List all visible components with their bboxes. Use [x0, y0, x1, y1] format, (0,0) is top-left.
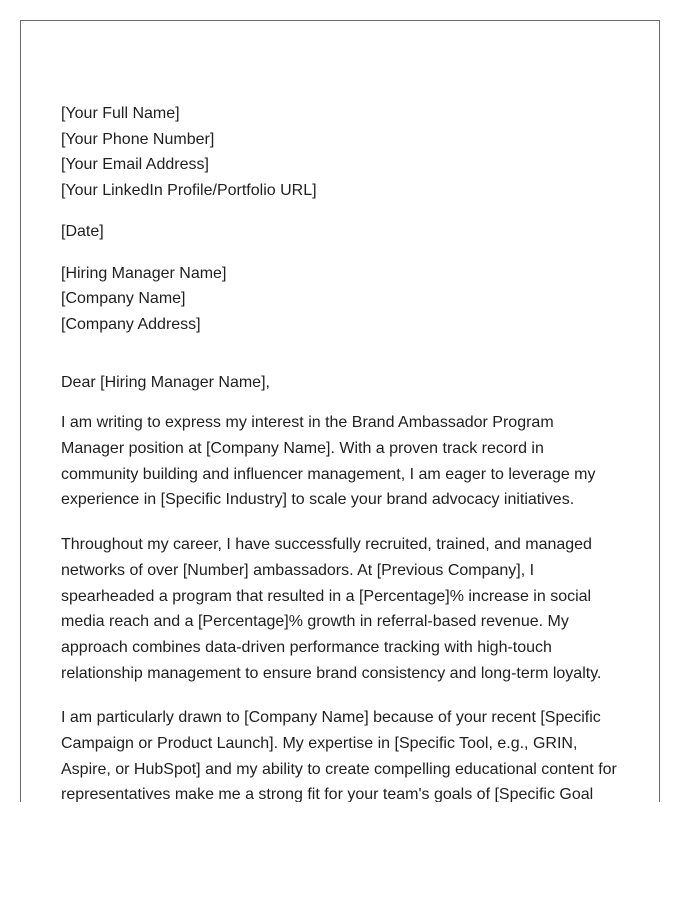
recipient-address: [Company Address] [61, 315, 201, 333]
sender-phone: [Your Phone Number] [61, 130, 215, 148]
paragraph-line: Campaign or Product Launch]. My expertise in [Specific Tool, e.g., GRIN, [61, 735, 578, 753]
paragraph-line: networks of over [Number] ambassadors. At [Previous Company], I [61, 561, 535, 579]
paragraph-3 [61, 705, 623, 802]
salutation-text: Dear [Hiring Manager Name], [61, 373, 270, 391]
paragraph-line: experience in [Specific Industry] to scale your brand advocacy initiatives. [61, 491, 575, 509]
letter-date: [Date] [61, 222, 104, 240]
date-block [61, 219, 623, 245]
paragraph-2 [61, 532, 623, 686]
recipient-manager: [Hiring Manager Name] [61, 264, 227, 282]
paragraph-line: spearheaded a program that resulted in a [Percentage]% increase in social [61, 587, 592, 605]
paragraph-1 [61, 410, 623, 513]
paragraph-line: I am writing to express my interest in the Brand Ambassador Program [61, 414, 554, 432]
sender-email: [Your Email Address] [61, 156, 209, 174]
paragraph-line: Throughout my career, I have successfully recruited, trained, and managed [61, 536, 592, 554]
letter-page [20, 20, 660, 802]
recipient-company: [Company Name] [61, 290, 186, 308]
paragraph-line: media reach and a [Percentage]% growth in referral-based revenue. My [61, 613, 569, 631]
paragraph-line: relationship management to ensure brand consistency and long-term loyalty. [61, 664, 602, 682]
paragraph-line: community building and influencer management, I am eager to leverage my [61, 465, 596, 483]
letter-body [61, 101, 623, 802]
paragraph-line: Manager position at [Company Name]. With a proven track record in [61, 440, 544, 458]
paragraph-line: I am particularly drawn to [Company Name] because of your recent [Specific [61, 709, 601, 727]
sender-url: [Your LinkedIn Profile/Portfolio URL] [61, 182, 317, 200]
sender-block [61, 101, 623, 204]
paragraph-line: representatives make me a strong fit for your team's goals of [Specific Goal [61, 786, 594, 802]
sender-name: [Your Full Name] [61, 105, 180, 122]
recipient-block [61, 261, 623, 338]
paragraph-line: Aspire, or HubSpot] and my ability to create compelling educational content for [61, 760, 617, 778]
paragraph-line: approach combines data-driven performance tracking with high-touch [61, 638, 552, 656]
salutation [61, 370, 623, 396]
